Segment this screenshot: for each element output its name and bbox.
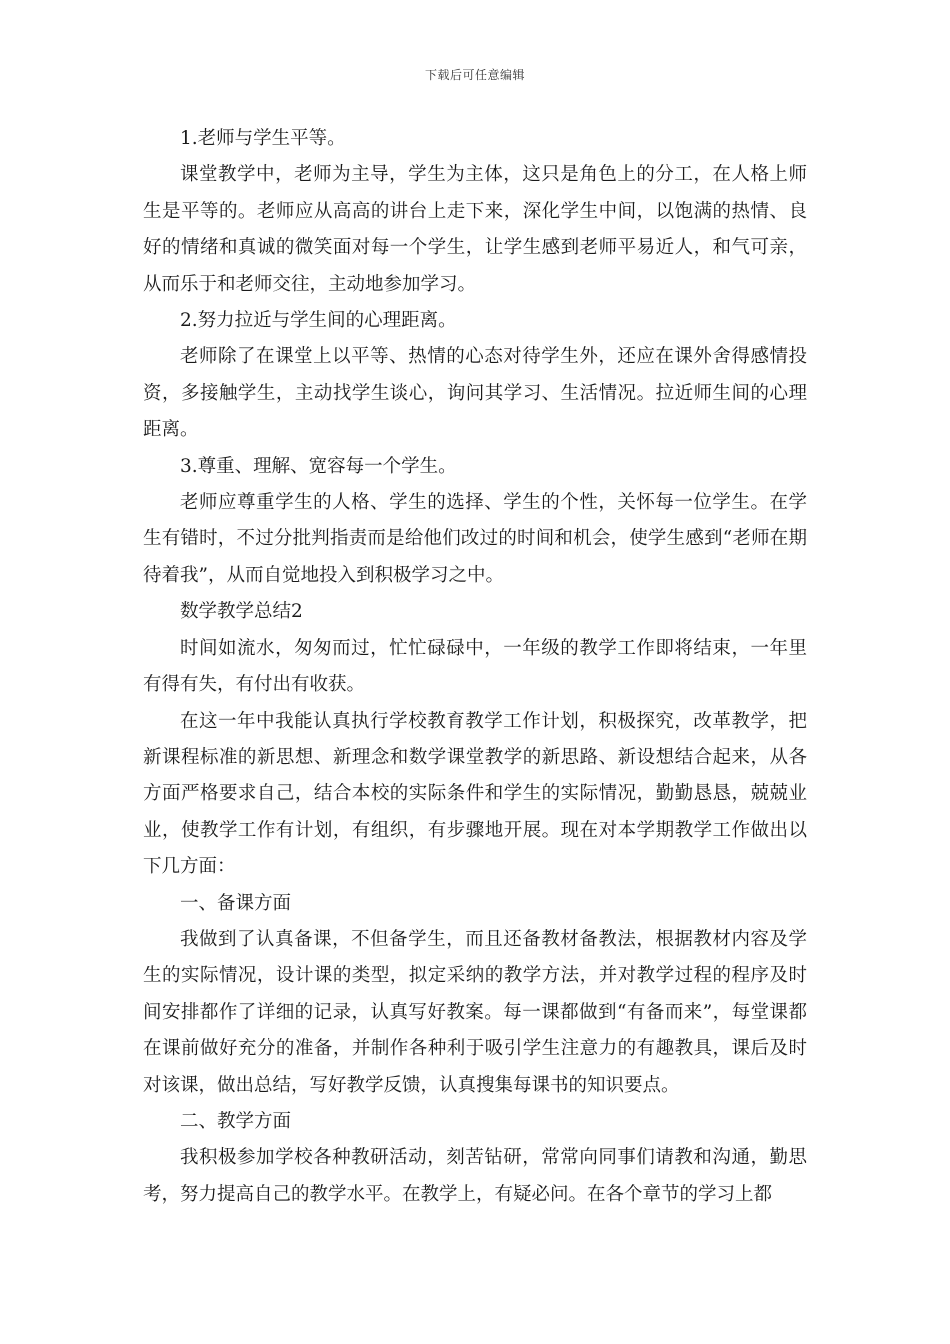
body-paragraph: 时间如流水，匆匆而过，忙忙碌碌中，一年级的教学工作即将结束，一年里有得有失，有付出有收获。 xyxy=(143,637,807,696)
body-paragraph: 老师除了在课堂上以平等、热情的心态对待学生外，还应在课外舍得感情投资，多接触学生，主动找学生谈心，询问其学习、生活情况。拉近师生间的心理距离。 xyxy=(143,346,807,441)
section-heading: 1.老师与学生平等。 xyxy=(180,128,346,149)
section-heading: 一、备课方面 xyxy=(180,892,292,914)
article-title: 数学教学总结2 xyxy=(180,601,303,623)
body-paragraph: 课堂教学中，老师为主导，学生为主体，这只是角色上的分工，在人格上师生是平等的。老师应从高高的讲台上走下来，深化学生中间，以饱满的热情、良好的情绪和真诚的微笑面对每一个学生，让学生感到老师平易近人，和气可亲，从而乐于和老师交往，主动地参加学习。 xyxy=(143,164,807,295)
body-paragraph: 老师应尊重学生的人格、学生的选择、学生的个性，关怀每一位学生。在学生有错时，不过分批判指责而是给他们改过的时间和机会，使学生感到“老师在期待着我”，从而自觉地投入到积极学习之中。 xyxy=(143,492,807,586)
section-heading: 2.努力拉近与学生间的心理距离。 xyxy=(180,310,457,332)
body-paragraph: 我积极参加学校各种教研活动，刻苦钻研，常常向同事们请教和沟通，勤思考，努力提高自己的教学水平。在教学上，有疑必问。在各个章节的学习上都 xyxy=(143,1147,807,1205)
section-heading: 3.尊重、理解、宽容每一个学生。 xyxy=(180,455,457,477)
body-paragraph: 在这一年中我能认真执行学校教育教学工作计划，积极探究，改革教学，把新课程标准的新思想、新理念和数学课堂教学的新思路、新设想结合起来，从各方面严格要求自己，结合本校的实际条件和学生的实际情况，勤勤恳恳，兢兢业业，使教学工作有计划，有组织，有步骤地开展。现在对本学期教学工作做出以下几方面： xyxy=(143,710,807,878)
section-heading: 二、教学方面 xyxy=(180,1110,292,1132)
document-body xyxy=(143,121,807,1213)
download-note: 下载后可任意编辑 xyxy=(424,68,525,82)
body-paragraph: 我做到了认真备课，不但备学生，而且还备教材备教法，根据教材内容及学生的实际情况，设计课的类型，拟定采纳的教学方法，并对教学过程的程序及时间安排都作了详细的记录，认真写好教案。每一课都做到“有备而来”，每堂课都在课前做好充分的准备，并制作各种利于吸引学生注意力的有趣教具，课后及时对该课，做出总结，写好教学反馈，认真搜集每课书的知识要点。 xyxy=(143,928,807,1096)
